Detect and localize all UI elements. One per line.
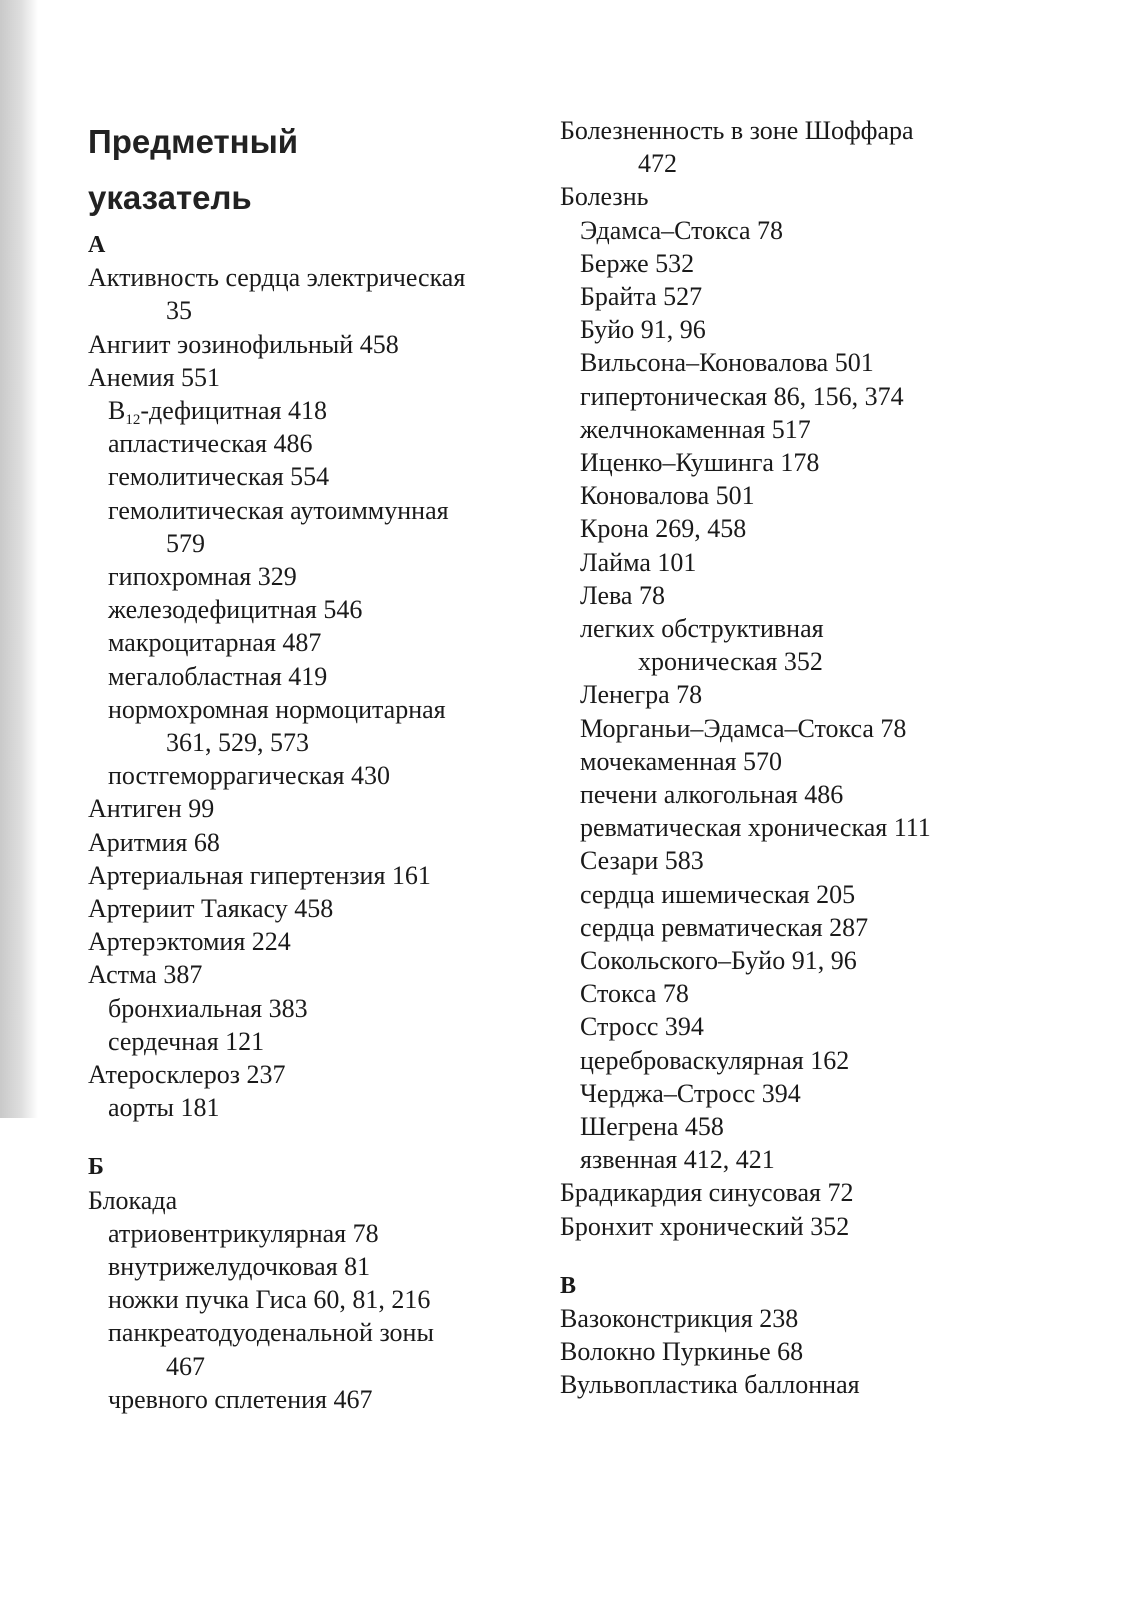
entry-text: Вульвопластика баллонная [560, 1370, 860, 1400]
entry-text: Брадикардия синусовая 72 [560, 1178, 854, 1208]
index-continuation [88, 294, 192, 328]
index-entry [88, 958, 202, 992]
index-subentry [560, 944, 857, 978]
entry-text: мочекаменная 570 [580, 746, 782, 776]
entry-text: Блокада [88, 1185, 178, 1215]
index-entry [88, 892, 333, 926]
index-subentry [88, 1283, 430, 1317]
index-entry [88, 1058, 286, 1092]
entry-text: сердца ишемическая 205 [580, 879, 856, 909]
index-subentry [88, 1217, 379, 1251]
index-entry [560, 1302, 798, 1336]
index-subentry [88, 1025, 264, 1059]
entry-text: хроническая 352 [638, 647, 823, 677]
entry-text: 35 [166, 296, 192, 326]
index-subentry [88, 494, 449, 528]
entry-text: А [88, 232, 106, 258]
entry-text: ревматическая хроническая 111 [580, 813, 931, 843]
entry-text: Сезари 583 [580, 846, 704, 876]
index-subentry [560, 512, 746, 546]
entry-text: Лева 78 [580, 580, 665, 610]
entry-text: панкреатодуоденальной зоны [108, 1318, 434, 1348]
entry-text: 361, 529, 573 [166, 728, 309, 757]
index-entry [88, 792, 214, 826]
entry-text: Антиген 99 [88, 794, 215, 824]
index-subentry [560, 811, 931, 845]
index-subentry [560, 413, 811, 447]
index-subentry [88, 1091, 220, 1125]
index-subentry [560, 612, 824, 646]
entry-text: сердца ревматическая 287 [580, 912, 869, 942]
entry-text: Б [88, 1154, 104, 1181]
index-entry [560, 1176, 854, 1210]
index-subentry [88, 1383, 372, 1417]
index-subentry [560, 678, 702, 712]
index-subentry [560, 1044, 849, 1078]
index-subentry [88, 759, 390, 793]
index-continuation [88, 527, 205, 561]
entry-text: гемолитическая аутоиммунная [108, 495, 449, 525]
entry-text: Ленегра 78 [580, 680, 703, 710]
entry-text: Эдамса–Стокса 78 [580, 215, 784, 245]
entry-text: Шегрена 458 [580, 1112, 724, 1141]
entry-text: постгеморрагическая 430 [108, 761, 390, 791]
index-subentry [560, 546, 696, 580]
entry-text: аорты 181 [108, 1093, 220, 1123]
entry-text: Брайта 527 [580, 282, 703, 311]
entry-text: ножки пучка Гиса 60, 81, 216 [108, 1285, 431, 1315]
entry-text: Артерэктомия 224 [88, 927, 291, 957]
entry-text: атриовентрикулярная 78 [108, 1218, 379, 1248]
index-subentry [560, 977, 689, 1011]
entry-subscript: 12 [125, 412, 141, 428]
entry-text: Буйо 91, 96 [580, 315, 706, 345]
entry-text: гипохромная 329 [108, 562, 297, 591]
entry-text: железодефицитная 546 [108, 595, 363, 625]
section-letter [88, 1150, 104, 1184]
index-entry [88, 925, 291, 959]
entry-text: внутрижелудочковая 81 [108, 1252, 371, 1281]
index-subentry [560, 446, 819, 480]
index-subentry [560, 911, 868, 945]
entry-text: Астма 387 [88, 960, 203, 990]
entry-text: Болезненность в зоне Шоффара [560, 116, 914, 145]
index-entry [560, 180, 648, 214]
entry-text: сердечная 121 [108, 1026, 265, 1056]
entry-text: язвенная 412, 421 [580, 1145, 775, 1175]
entry-text: Артериит Таякасу 458 [88, 894, 334, 923]
entry-text: Анемия 551 [88, 362, 221, 392]
index-continuation [560, 645, 823, 679]
index-subentry [560, 280, 702, 314]
index-subentry [88, 394, 327, 428]
entry-text: Вильсона–Коновалова 501 [580, 348, 874, 378]
entry-text: гемолитическая 554 [108, 462, 330, 492]
index-continuation [560, 147, 677, 181]
index-subentry [560, 247, 694, 281]
index-subentry [560, 1110, 724, 1144]
entry-text: Крона 269, 458 [580, 514, 747, 544]
entry-prefix: B [108, 396, 126, 425]
index-subentry [88, 460, 329, 494]
index-subentry [560, 214, 783, 248]
index-entry [88, 826, 220, 860]
index-subentry [560, 1077, 801, 1111]
entry-text: Болезнь [560, 182, 649, 212]
index-subentry [88, 593, 362, 627]
entry-text: макроцитарная 487 [108, 628, 322, 658]
entry-text: Ангиит эозинофильный 458 [88, 329, 399, 359]
entry-text: Активность сердца электрическая [88, 263, 466, 293]
entry-text: 472 [638, 149, 677, 179]
section-letter [88, 228, 105, 262]
entry-text: цереброваскулярная 162 [580, 1045, 850, 1075]
index-entry [560, 1210, 849, 1244]
index-subentry [560, 878, 855, 912]
index-subentry [560, 479, 755, 513]
section-letter [560, 1269, 576, 1303]
index-subentry [88, 1316, 434, 1350]
entry-text: бронхиальная 383 [108, 993, 308, 1023]
index-subentry [560, 313, 706, 347]
index-entry [560, 1335, 803, 1369]
entry-text: апластическая 486 [108, 429, 313, 459]
index-subentry [560, 844, 704, 878]
index-subentry [560, 1010, 704, 1044]
index-subentry [560, 346, 874, 380]
entry-text: Аритмия 68 [88, 827, 220, 857]
index-subentry [88, 427, 312, 461]
index-subentry [560, 579, 665, 613]
index-entry [88, 361, 220, 395]
entry-text: Лайма 101 [580, 547, 697, 577]
index-subentry [560, 380, 904, 414]
index-subentry [560, 745, 782, 779]
entry-text: легких обструктивная [580, 614, 824, 643]
entry-text: Артериальная гипертензия 161 [88, 860, 431, 890]
index-entry [560, 114, 914, 148]
index-entry [560, 1368, 860, 1402]
index-entry [88, 859, 431, 893]
entry-text: Коновалова 501 [580, 481, 755, 511]
entry-text: Волокно Пуркинье 68 [560, 1337, 804, 1367]
index-continuation [88, 726, 309, 760]
entry-text: Иценко–Кушинга 178 [580, 448, 820, 477]
page-edge-shadow [0, 0, 38, 1118]
entry-text: Бронхит хронический 352 [560, 1211, 850, 1241]
index-entry [88, 261, 465, 295]
entry-text: Черджа–Стросс 394 [580, 1078, 801, 1108]
index-subentry [88, 660, 327, 694]
entry-text: нормохромная нормоцитарная [108, 694, 446, 724]
entry-text: желчнокаменная 517 [580, 414, 811, 444]
index-subentry [560, 712, 906, 746]
index-entry [88, 1184, 177, 1218]
entry-text: Атеросклероз 237 [88, 1060, 286, 1089]
index-subentry [560, 1143, 775, 1177]
title-line-2: указатель [88, 179, 252, 216]
index-subentry [88, 560, 297, 594]
entry-text: печени алкогольная 486 [580, 780, 844, 809]
page-title [88, 114, 528, 226]
entry-text: Стросс 394 [580, 1012, 704, 1042]
index-subentry [88, 626, 321, 660]
index-subentry [560, 778, 843, 812]
entry-text: 467 [166, 1351, 205, 1381]
index-subentry [88, 1250, 370, 1284]
entry-text: мегалобластная 419 [108, 661, 328, 691]
entry-text: -дефицитная 418 [140, 396, 327, 425]
entry-text: чревного сплетения 467 [108, 1384, 373, 1414]
entry-text: В [560, 1272, 577, 1299]
entry-text: гипертоническая 86, 156, 374 [580, 381, 904, 411]
entry-text: Берже 532 [580, 248, 695, 278]
entry-text: Стокса 78 [580, 979, 689, 1009]
index-subentry [88, 693, 446, 727]
title-line-1: Предметный [88, 123, 299, 160]
entry-text: 579 [166, 528, 205, 558]
entry-text: Вазоконстрикция 238 [560, 1304, 799, 1333]
index-subentry [88, 992, 308, 1026]
entry-text: Морганьи–Эдамса–Стокса 78 [580, 713, 907, 743]
index-continuation [88, 1350, 205, 1384]
index-entry [88, 328, 399, 362]
entry-text: Сокольского–Буйо 91, 96 [580, 946, 857, 975]
